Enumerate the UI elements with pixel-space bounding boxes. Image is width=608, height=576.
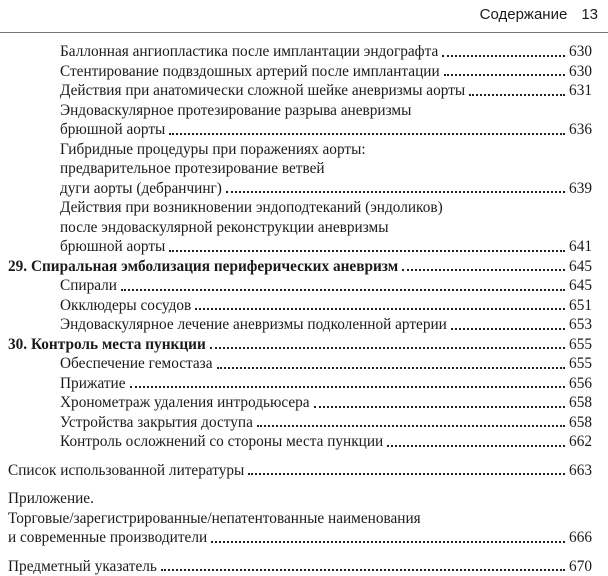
toc-entry-title: Действия при анатомически сложной шейке аневризмы аорты — [60, 81, 465, 101]
toc-entry[interactable] — [8, 276, 592, 296]
toc-entry[interactable] — [8, 81, 592, 101]
dot-leader — [442, 55, 565, 57]
section-title: Содержание — [480, 6, 568, 23]
running-header — [480, 6, 598, 23]
dot-leader — [217, 367, 566, 369]
toc-page-number: 636 — [569, 120, 592, 140]
header-rule — [0, 32, 608, 33]
toc-page-number: 656 — [569, 374, 592, 394]
toc-entry[interactable] — [8, 413, 592, 433]
toc-page-number: 670 — [569, 557, 592, 576]
toc-entry-title: Спирали — [60, 276, 117, 296]
toc-entry-title: Прижатие — [60, 374, 126, 394]
toc-page-number: 639 — [569, 179, 592, 199]
toc-entry-line: Гибридные процедуры при поражениях аорты: — [8, 140, 592, 160]
toc-entry[interactable] — [8, 315, 592, 335]
toc-entry[interactable] — [8, 489, 592, 548]
section-gap — [8, 452, 592, 461]
toc-entry-title: и современные производители — [8, 528, 207, 548]
toc-entry-title: брюшной аорты — [60, 237, 165, 257]
toc-chapter-entry[interactable] — [8, 257, 592, 277]
dot-leader — [226, 191, 565, 193]
dot-leader — [314, 406, 565, 408]
dot-leader — [387, 445, 565, 447]
dot-leader — [121, 289, 565, 291]
toc-page-number: 663 — [569, 461, 592, 481]
toc-entry-title: Список использованной литературы — [8, 461, 244, 481]
dot-leader — [169, 250, 565, 252]
toc-entry-title: Устройства закрытия доступа — [60, 413, 253, 433]
dot-leader — [130, 386, 566, 388]
toc-entry[interactable] — [8, 354, 592, 374]
toc-entry-title: Предметный указатель — [8, 557, 157, 576]
toc-entry[interactable] — [8, 393, 592, 413]
toc-page-number: 666 — [569, 528, 592, 548]
toc-page-number: 662 — [569, 432, 592, 452]
toc-page-number: 655 — [569, 335, 592, 355]
dot-leader — [469, 94, 565, 96]
dot-leader — [169, 133, 565, 135]
toc-entry-title: Хронометраж удаления интродьюсера — [60, 393, 310, 413]
toc-page-number: 645 — [569, 276, 592, 296]
toc-entry-title: брюшной аорты — [60, 120, 165, 140]
toc-entry-line: Действия при возникновении эндоподтеканий (эндоликов) — [8, 198, 592, 218]
toc-page-number: 658 — [569, 413, 592, 433]
toc-entry[interactable] — [8, 432, 592, 452]
toc-entry[interactable] — [8, 62, 592, 82]
toc-entry-title: Контроль осложнений со стороны места пункции — [60, 432, 383, 452]
toc-entry-line: Приложение. — [8, 489, 592, 509]
dot-leader — [444, 74, 565, 76]
toc-page-number: 651 — [569, 296, 592, 316]
toc-entry[interactable] — [8, 198, 592, 257]
toc-entry[interactable] — [8, 557, 592, 576]
toc-entry-title: Окклюдеры сосудов — [60, 296, 191, 316]
toc-chapter-entry[interactable] — [8, 335, 592, 355]
dot-leader — [211, 541, 565, 543]
toc-page-number: 658 — [569, 393, 592, 413]
page-number: 13 — [581, 6, 598, 23]
dot-leader — [210, 347, 565, 349]
toc-entry[interactable] — [8, 461, 592, 481]
toc-entry-line: предварительное протезирование ветвей — [8, 159, 592, 179]
toc-page-number: 630 — [569, 42, 592, 62]
toc-page-number: 641 — [569, 237, 592, 257]
toc-page-number: 630 — [569, 62, 592, 82]
toc-page-number: 653 — [569, 315, 592, 335]
toc-entry[interactable] — [8, 42, 592, 62]
toc-entry-title: Обеспечение гемостаза — [60, 354, 213, 374]
toc-entry-title: Стентирование подвздошных артерий после имплантации — [60, 62, 440, 82]
dot-leader — [161, 569, 565, 571]
toc-entry-title: дуги аорты (дебранчинг) — [60, 179, 222, 199]
table-of-contents — [8, 42, 592, 576]
toc-page-number: 631 — [569, 81, 592, 101]
dot-leader — [195, 308, 565, 310]
section-gap — [8, 548, 592, 557]
toc-entry-title: 29. Спиральная эмболизация периферических аневризм — [8, 257, 398, 277]
toc-entry-title: Эндоваскулярное лечение аневризмы подколенной артерии — [60, 315, 447, 335]
toc-entry-line: Торговые/зарегистрированные/непатентованные наименования — [8, 509, 592, 529]
toc-entry[interactable] — [8, 140, 592, 199]
toc-entry[interactable] — [8, 296, 592, 316]
dot-leader — [451, 328, 565, 330]
dot-leader — [402, 269, 565, 271]
toc-entry[interactable] — [8, 374, 592, 394]
dot-leader — [248, 473, 565, 475]
toc-entry-title: Баллонная ангиопластика после имплантации эндографта — [60, 42, 438, 62]
toc-page-number: 655 — [569, 354, 592, 374]
toc-page-number: 645 — [569, 257, 592, 277]
section-gap — [8, 480, 592, 489]
toc-entry-line: Эндоваскулярное протезирование разрыва аневризмы — [8, 101, 592, 121]
toc-entry-title: 30. Контроль места пункции — [8, 335, 206, 355]
toc-entry[interactable] — [8, 101, 592, 140]
dot-leader — [257, 425, 565, 427]
toc-entry-line: после эндоваскулярной реконструкции аневризмы — [8, 218, 592, 238]
